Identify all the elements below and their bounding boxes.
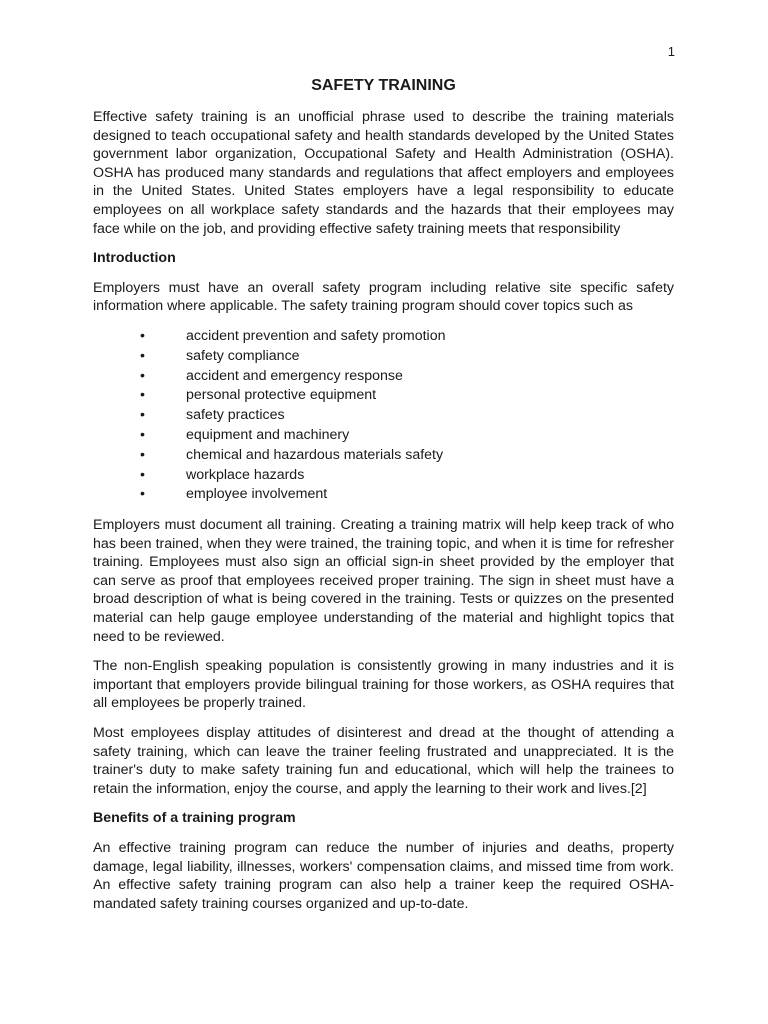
list-item-text: accident and emergency response: [186, 367, 403, 384]
bullet-icon: •: [140, 486, 145, 503]
list-item: [93, 327, 674, 347]
introduction-heading: Introduction: [93, 250, 176, 267]
list-item-text: chemical and hazardous materials safety: [186, 446, 444, 463]
page-number: 1: [667, 44, 675, 59]
list-item: [93, 367, 674, 387]
list-item: [93, 406, 674, 426]
bullet-icon: •: [140, 407, 145, 424]
bullet-icon: •: [140, 347, 145, 364]
benefits-heading: Benefits of a training program: [93, 810, 296, 827]
list-item-text: employee involvement: [186, 486, 328, 503]
list-item: [93, 386, 674, 406]
document-title: SAFETY TRAINING: [311, 77, 456, 94]
document-body: [93, 76, 674, 924]
bullet-icon: •: [140, 466, 145, 483]
list-item-text: accident prevention and safety promotion: [186, 327, 446, 344]
list-item: [93, 466, 674, 486]
documentation-paragraph: Employers must document all training. Creating a training matrix will help keep track of who has been trained, when they were trained, the training topic, and when it is time for refresher training. Employees must also sign an official sign-in sheet provided by the employer that can serve as proof that employees received proper training. The sign in sheet must have a broad description of what is being covered in the training. Tests or quizzes on the presented material can help gauge employee understanding of the material and highlight topics that need to be reviewed.: [93, 517, 674, 645]
attitudes-paragraph: Most employees display attitudes of disinterest and dread at the thought of attending a safety training, which can leave the trainer feeling frustrated and unappreciated. It is the trainer's duty to make safety training fun and educational, which will help the trainees to retain the information, enjoy the course, and apply the learning to their work and lives.[2]: [93, 725, 674, 797]
benefits-paragraph: An effective training program can reduce the number of injuries and deaths, property damage, legal liability, illnesses, workers' compensation claims, and missed time from work. An effective safety training program can also help a trainer keep the required OSHA-mandated safety training courses organized and up-to-date.: [93, 840, 674, 912]
list-item: [93, 347, 674, 367]
list-item-text: workplace hazards: [186, 466, 305, 483]
program-paragraph: Employers must have an overall safety program including relative site specific safety information where applicable. The safety training program should cover topics such as: [93, 279, 674, 315]
list-item-text: personal protective equipment: [186, 387, 377, 404]
intro-paragraph: Effective safety training is an unofficial phrase used to describe the training materials designed to teach occupational safety and health standards developed by the United States government labor organization, Occupational Safety and Health Administration (OSHA). OSHA has produced many standards and regulations that affect employers and employees in the United States. United States employers have a legal responsibility to educate employees on all workplace safety standards and the hazards that their employees may face while on the job, and providing effective safety training meets that responsibility: [93, 109, 674, 237]
bullet-icon: •: [140, 327, 145, 344]
topics-list: [93, 327, 674, 505]
bullet-icon: •: [140, 446, 145, 463]
list-item-text: safety practices: [186, 407, 285, 424]
bilingual-paragraph: The non-English speaking population is consistently growing in many industries and it is important that employers provide bilingual training for those workers, as OSHA requires that all employees be properly trained.: [93, 658, 674, 712]
bullet-icon: •: [140, 426, 145, 443]
list-item: [93, 426, 674, 446]
list-item-text: equipment and machinery: [186, 426, 350, 443]
list-item: [93, 446, 674, 466]
bullet-icon: •: [140, 367, 145, 384]
bullet-icon: •: [140, 387, 145, 404]
list-item: [93, 485, 674, 505]
list-item-text: safety compliance: [186, 347, 300, 364]
